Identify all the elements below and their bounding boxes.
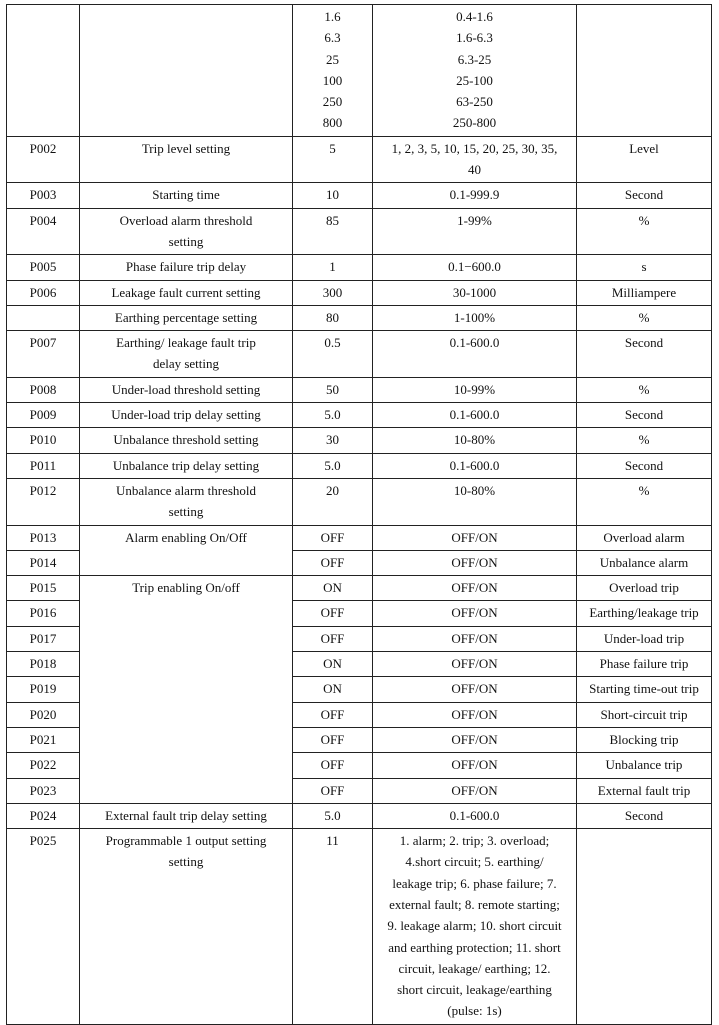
param-range-cell: OFF/ON — [373, 550, 577, 575]
table-row — [7, 280, 712, 305]
param-code-cell — [7, 5, 80, 137]
table-row — [7, 136, 712, 183]
param-unit-cell: Blocking trip — [577, 727, 712, 752]
param-unit-cell: Earthing/leakage trip — [577, 601, 712, 626]
param-unit-cell: Starting time-out trip — [577, 677, 712, 702]
param-code-cell — [7, 305, 80, 330]
param-code-cell: P009 — [7, 403, 80, 428]
param-code-cell: P003 — [7, 183, 80, 208]
param-range-cell: OFF/ON — [373, 652, 577, 677]
param-code-cell: P018 — [7, 652, 80, 677]
param-code-cell: P014 — [7, 550, 80, 575]
param-name-cell: External fault trip delay setting — [80, 803, 293, 828]
param-unit-cell: % — [577, 377, 712, 402]
param-default-cell: OFF — [293, 525, 373, 550]
param-range-cell: 1, 2, 3, 5, 10, 15, 20, 25, 30, 35, 40 — [373, 136, 577, 183]
param-unit-cell: Unbalance alarm — [577, 550, 712, 575]
param-unit-cell: Level — [577, 136, 712, 183]
param-code-cell: P008 — [7, 377, 80, 402]
param-code-cell: P025 — [7, 829, 80, 1025]
param-code-cell: P004 — [7, 208, 80, 255]
param-default-cell: OFF — [293, 702, 373, 727]
param-code-cell: P024 — [7, 803, 80, 828]
param-code-cell: P005 — [7, 255, 80, 280]
param-range-cell: 0.1-600.0 — [373, 453, 577, 478]
table-row — [7, 428, 712, 453]
param-unit-cell: Short-circuit trip — [577, 702, 712, 727]
param-unit-cell: Second — [577, 403, 712, 428]
param-default-cell: 10 — [293, 183, 373, 208]
param-unit-cell: % — [577, 428, 712, 453]
param-code-cell: P016 — [7, 601, 80, 626]
param-default-cell: 0.5 — [293, 331, 373, 378]
param-range-cell: OFF/ON — [373, 525, 577, 550]
param-default-cell: ON — [293, 576, 373, 601]
param-default-cell: 1 — [293, 255, 373, 280]
param-default-cell: 30 — [293, 428, 373, 453]
param-code-cell: P023 — [7, 778, 80, 803]
param-range-cell: 1. alarm; 2. trip; 3. overload; 4.short circuit; 5. earthing/ leakage trip; 6. phase failure; 7. external fault; 8. remote starting; 9. leakage alarm; 10. short circuit and earthing protection; 11. short circuit, leakage/ earthing; 12. short circuit, leakage/earthing (pulse: 1s) — [373, 829, 577, 1025]
param-range-cell: 1-100% — [373, 305, 577, 330]
param-default-cell: ON — [293, 677, 373, 702]
table-row — [7, 525, 712, 550]
parameter-table-body — [7, 5, 712, 1025]
param-range-cell: 0.1-600.0 — [373, 403, 577, 428]
param-range-cell: OFF/ON — [373, 778, 577, 803]
param-code-cell: P007 — [7, 331, 80, 378]
param-name-cell: Under-load threshold setting — [80, 377, 293, 402]
param-range-cell: 10-80% — [373, 478, 577, 525]
param-range-cell: OFF/ON — [373, 702, 577, 727]
param-unit-cell: Unbalance trip — [577, 753, 712, 778]
param-range-cell: OFF/ON — [373, 727, 577, 752]
param-name-cell: Phase failure trip delay — [80, 255, 293, 280]
param-unit-cell — [577, 5, 712, 137]
table-row — [7, 255, 712, 280]
param-code-cell: P021 — [7, 727, 80, 752]
param-default-cell: 5 — [293, 136, 373, 183]
table-row — [7, 331, 712, 378]
param-name-cell — [80, 5, 293, 137]
param-default-cell: 300 — [293, 280, 373, 305]
param-name-cell: Earthing/ leakage fault trip delay setting — [80, 331, 293, 378]
param-range-cell: OFF/ON — [373, 576, 577, 601]
param-default-cell: 80 — [293, 305, 373, 330]
param-unit-cell: Phase failure trip — [577, 652, 712, 677]
param-name-cell: Trip level setting — [80, 136, 293, 183]
param-range-cell: OFF/ON — [373, 677, 577, 702]
param-unit-cell: % — [577, 478, 712, 525]
table-row — [7, 403, 712, 428]
param-range-cell: 10-80% — [373, 428, 577, 453]
param-unit-cell: External fault trip — [577, 778, 712, 803]
param-range-cell: OFF/ON — [373, 753, 577, 778]
param-range-cell: 0.1-600.0 — [373, 331, 577, 378]
param-unit-cell: Second — [577, 183, 712, 208]
param-default-cell: 20 — [293, 478, 373, 525]
param-range-cell: 30-1000 — [373, 280, 577, 305]
param-unit-cell: Second — [577, 331, 712, 378]
param-code-cell: P011 — [7, 453, 80, 478]
table-row — [7, 377, 712, 402]
param-default-cell: 50 — [293, 377, 373, 402]
param-range-cell: 10-99% — [373, 377, 577, 402]
table-row — [7, 576, 712, 601]
param-code-cell: P019 — [7, 677, 80, 702]
param-name-cell: Unbalance alarm threshold setting — [80, 478, 293, 525]
param-default-cell: OFF — [293, 601, 373, 626]
param-unit-cell: Second — [577, 453, 712, 478]
param-range-cell: OFF/ON — [373, 601, 577, 626]
param-code-cell: P006 — [7, 280, 80, 305]
table-row — [7, 208, 712, 255]
param-code-cell: P010 — [7, 428, 80, 453]
table-row — [7, 803, 712, 828]
table-row — [7, 478, 712, 525]
param-name-cell: Alarm enabling On/Off — [80, 525, 293, 576]
param-name-cell: Overload alarm threshold setting — [80, 208, 293, 255]
param-unit-cell: Milliampere — [577, 280, 712, 305]
param-unit-cell: Overload trip — [577, 576, 712, 601]
param-unit-cell: Under-load trip — [577, 626, 712, 651]
table-row — [7, 5, 712, 137]
param-unit-cell: % — [577, 305, 712, 330]
param-range-cell: 1-99% — [373, 208, 577, 255]
param-default-cell: 11 — [293, 829, 373, 1025]
param-range-cell: 0.1−600.0 — [373, 255, 577, 280]
param-unit-cell: % — [577, 208, 712, 255]
parameter-table — [6, 4, 712, 1025]
param-default-cell: OFF — [293, 727, 373, 752]
table-row — [7, 829, 712, 1025]
param-code-cell: P015 — [7, 576, 80, 601]
param-name-cell: Unbalance threshold setting — [80, 428, 293, 453]
param-name-cell: Under-load trip delay setting — [80, 403, 293, 428]
param-name-cell: Trip enabling On/off — [80, 576, 293, 804]
param-name-cell: Programmable 1 output setting setting — [80, 829, 293, 1025]
param-range-cell: OFF/ON — [373, 626, 577, 651]
param-unit-cell: Overload alarm — [577, 525, 712, 550]
param-default-cell: OFF — [293, 753, 373, 778]
param-code-cell: P020 — [7, 702, 80, 727]
param-code-cell: P002 — [7, 136, 80, 183]
param-default-cell: OFF — [293, 626, 373, 651]
param-range-cell: 0.1-600.0 — [373, 803, 577, 828]
param-default-cell: 5.0 — [293, 453, 373, 478]
param-range-cell: 0.1-999.9 — [373, 183, 577, 208]
param-default-cell: 5.0 — [293, 803, 373, 828]
param-default-cell: 85 — [293, 208, 373, 255]
param-code-cell: P017 — [7, 626, 80, 651]
table-row — [7, 453, 712, 478]
param-range-cell: 0.4-1.6 1.6-6.3 6.3-25 25-100 63-250 250-800 — [373, 5, 577, 137]
param-name-cell: Unbalance trip delay setting — [80, 453, 293, 478]
param-default-cell: OFF — [293, 550, 373, 575]
param-unit-cell: s — [577, 255, 712, 280]
table-row — [7, 183, 712, 208]
param-name-cell: Leakage fault current setting — [80, 280, 293, 305]
param-default-cell: ON — [293, 652, 373, 677]
param-code-cell: P012 — [7, 478, 80, 525]
param-name-cell: Earthing percentage setting — [80, 305, 293, 330]
param-name-cell: Starting time — [80, 183, 293, 208]
param-default-cell: 1.6 6.3 25 100 250 800 — [293, 5, 373, 137]
table-row — [7, 305, 712, 330]
param-default-cell: OFF — [293, 778, 373, 803]
param-default-cell: 5.0 — [293, 403, 373, 428]
param-code-cell: P013 — [7, 525, 80, 550]
param-unit-cell — [577, 829, 712, 1025]
param-code-cell: P022 — [7, 753, 80, 778]
param-unit-cell: Second — [577, 803, 712, 828]
